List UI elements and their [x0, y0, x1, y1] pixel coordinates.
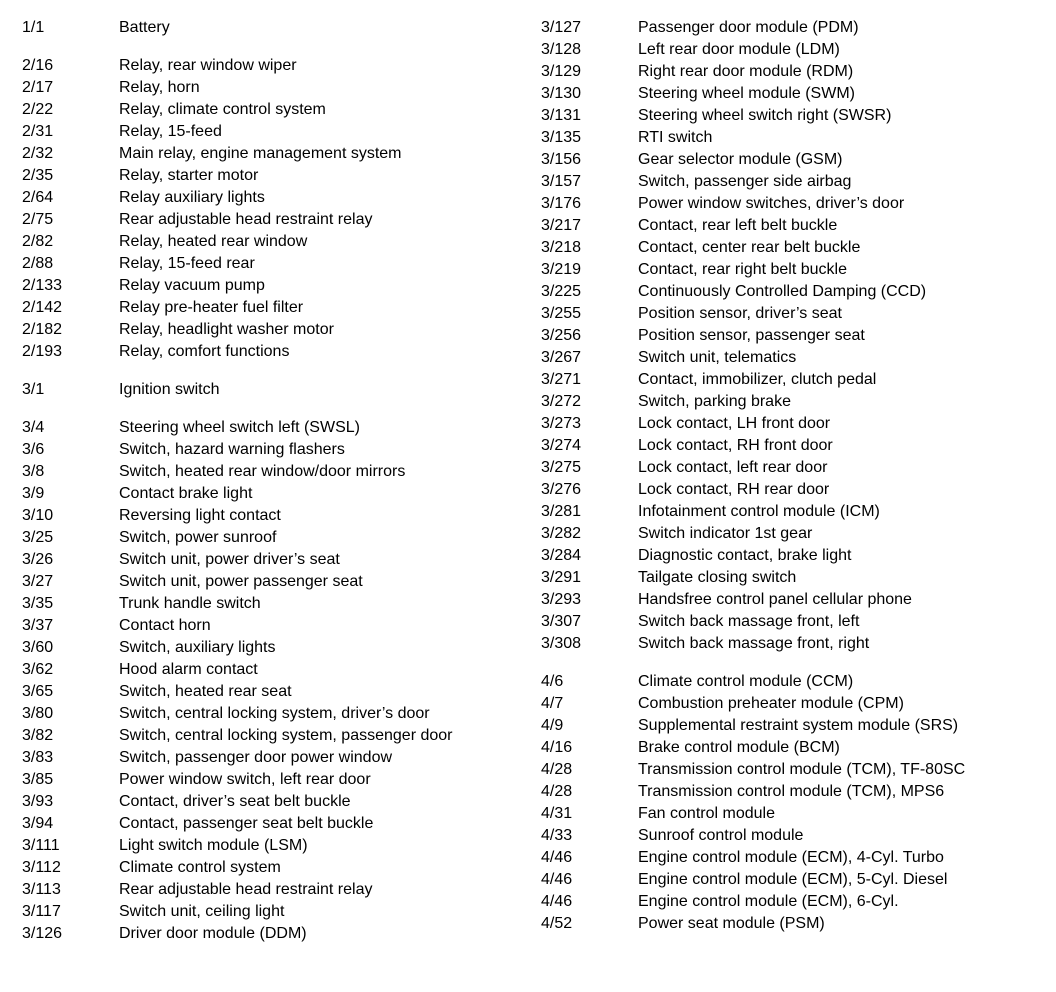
component-row: [22, 571, 522, 593]
component-row: [541, 435, 1041, 457]
component-description: Switch, passenger side airbag: [638, 173, 852, 190]
component-description: Lock contact, LH front door: [638, 415, 831, 432]
component-row: [22, 121, 522, 143]
component-code: 3/281: [541, 503, 582, 520]
component-code: 3/83: [22, 749, 54, 766]
component-description: Lock contact, left rear door: [638, 459, 828, 476]
component-code: 4/46: [541, 893, 573, 910]
component-row: [22, 439, 522, 461]
component-code: 3/117: [22, 903, 61, 920]
component-code: 3/85: [22, 771, 54, 788]
component-row: [22, 923, 522, 945]
component-code: 3/35: [22, 595, 54, 612]
component-description: Diagnostic contact, brake light: [638, 547, 852, 564]
component-row: [22, 769, 522, 791]
component-row: [22, 659, 522, 681]
component-code: 2/133: [22, 277, 63, 294]
component-code: 3/219: [541, 261, 582, 278]
component-row: [22, 165, 522, 187]
component-description: Climate control module (CCM): [638, 673, 854, 690]
component-row: [541, 259, 1041, 281]
component-code: 3/94: [22, 815, 54, 832]
component-code: 3/307: [541, 613, 582, 630]
component-description: Power window switches, driver’s door: [638, 195, 905, 212]
component-row: [22, 231, 522, 253]
component-description: Switch, parking brake: [638, 393, 791, 410]
component-code: 2/32: [22, 145, 54, 162]
component-description: Climate control system: [119, 859, 281, 876]
component-row: [541, 847, 1041, 869]
component-row: [22, 319, 522, 341]
component-row: [541, 715, 1041, 737]
component-code: 2/16: [22, 57, 54, 74]
component-description: Switch, power sunroof: [119, 529, 277, 546]
component-code: 4/31: [541, 805, 573, 822]
component-description: Relay, 15-feed: [119, 123, 222, 140]
component-description: Hood alarm contact: [119, 661, 258, 678]
component-row: [541, 61, 1041, 83]
component-description: Brake control module (BCM): [638, 739, 840, 756]
component-row: [541, 913, 1041, 935]
component-row: [541, 759, 1041, 781]
component-description: Fan control module: [638, 805, 775, 822]
component-description: Switch, passenger door power window: [119, 749, 393, 766]
component-code: 3/267: [541, 349, 582, 366]
component-row: [22, 275, 522, 297]
component-description: Power window switch, left rear door: [119, 771, 371, 788]
component-row: [541, 457, 1041, 479]
component-description: Switch unit, power passenger seat: [119, 573, 363, 590]
component-description: Transmission control module (TCM), TF-80SC: [638, 761, 966, 778]
component-row: [541, 825, 1041, 847]
component-row: [541, 545, 1041, 567]
component-row: [22, 505, 522, 527]
component-description: Continuously Controlled Damping (CCD): [638, 283, 927, 300]
component-code: 3/255: [541, 305, 582, 322]
component-code: 3/65: [22, 683, 54, 700]
component-code: 3/111: [22, 837, 60, 854]
component-description: Switch, hazard warning flashers: [119, 441, 345, 458]
component-row: [22, 209, 522, 231]
component-row: [22, 55, 522, 77]
component-row: [22, 417, 522, 439]
component-row: [22, 835, 522, 857]
component-row: [22, 879, 522, 901]
component-description: Engine control module (ECM), 4-Cyl. Turbo: [638, 849, 944, 866]
component-row: [22, 187, 522, 209]
component-description: Main relay, engine management system: [119, 145, 402, 162]
component-row: [541, 215, 1041, 237]
component-code: 2/142: [22, 299, 63, 316]
component-description: Switch, central locking system, passenger door: [119, 727, 453, 744]
component-code: 2/182: [22, 321, 63, 338]
component-description: Switch, heated rear window/door mirrors: [119, 463, 406, 480]
component-code: 4/33: [541, 827, 573, 844]
component-code: 1/1: [22, 19, 45, 36]
component-code: 3/27: [22, 573, 54, 590]
component-code: 3/275: [541, 459, 582, 476]
component-row: [541, 567, 1041, 589]
component-description: Position sensor, driver’s seat: [638, 305, 842, 322]
component-code: 4/52: [541, 915, 573, 932]
component-code: 3/129: [541, 63, 582, 80]
component-row: [541, 611, 1041, 633]
component-description: Steering wheel module (SWM): [638, 85, 855, 102]
component-description: Relay, 15-feed rear: [119, 255, 255, 272]
component-row: [22, 857, 522, 879]
component-row: [541, 127, 1041, 149]
component-code: 2/82: [22, 233, 54, 250]
component-description: Position sensor, passenger seat: [638, 327, 865, 344]
component-row: [22, 747, 522, 769]
component-row: [22, 593, 522, 615]
component-row: [541, 737, 1041, 759]
component-row: [541, 347, 1041, 369]
component-description: Combustion preheater module (CPM): [638, 695, 904, 712]
component-code: 3/156: [541, 151, 582, 168]
component-description: Transmission control module (TCM), MPS6: [638, 783, 945, 800]
component-row: [541, 325, 1041, 347]
component-code: 2/64: [22, 189, 54, 206]
component-description: Contact horn: [119, 617, 211, 634]
component-row: [541, 633, 1041, 655]
component-row: [541, 149, 1041, 171]
component-code: 3/126: [22, 925, 63, 942]
component-code: 4/46: [541, 871, 573, 888]
component-code: 3/176: [541, 195, 582, 212]
component-code: 3/62: [22, 661, 54, 678]
component-description: Relay, climate control system: [119, 101, 326, 118]
component-row: [541, 83, 1041, 105]
component-row: [541, 523, 1041, 545]
component-description: Passenger door module (PDM): [638, 19, 859, 36]
component-code: 3/113: [22, 881, 61, 898]
component-description: Switch, heated rear seat: [119, 683, 292, 700]
component-row: [541, 501, 1041, 523]
component-row: [22, 143, 522, 165]
component-code: 3/127: [541, 19, 582, 36]
component-description: Contact, driver’s seat belt buckle: [119, 793, 351, 810]
component-row: [541, 803, 1041, 825]
component-code: 4/7: [541, 695, 564, 712]
component-description: Light switch module (LSM): [119, 837, 308, 854]
component-row: [541, 869, 1041, 891]
component-description: Sunroof control module: [638, 827, 804, 844]
component-description: Contact, rear left belt buckle: [638, 217, 838, 234]
component-code: 3/217: [541, 217, 582, 234]
component-row: [541, 891, 1041, 913]
component-description: Relay, comfort functions: [119, 343, 290, 360]
component-row: [22, 483, 522, 505]
component-description: Relay, heated rear window: [119, 233, 308, 250]
component-code: 3/291: [541, 569, 582, 586]
component-code: 3/112: [22, 859, 61, 876]
component-code: 3/271: [541, 371, 582, 388]
component-row: [541, 193, 1041, 215]
component-code: 2/35: [22, 167, 54, 184]
component-description: Relay auxiliary lights: [119, 189, 265, 206]
component-code: 4/46: [541, 849, 573, 866]
component-description: Switch unit, power driver’s seat: [119, 551, 340, 568]
component-description: Reversing light contact: [119, 507, 281, 524]
component-code: 4/9: [541, 717, 564, 734]
component-description: Lock contact, RH front door: [638, 437, 833, 454]
component-row: [541, 413, 1041, 435]
component-description: Switch back massage front, right: [638, 635, 870, 652]
component-code: 2/31: [22, 123, 54, 140]
component-row: [541, 391, 1041, 413]
component-code: 3/1: [22, 381, 45, 398]
component-description: Battery: [119, 19, 170, 36]
component-code: 3/37: [22, 617, 54, 634]
component-description: Steering wheel switch right (SWSR): [638, 107, 892, 124]
component-row: [541, 589, 1041, 611]
component-code: 3/157: [541, 173, 582, 190]
component-description: Rear adjustable head restraint relay: [119, 211, 373, 228]
component-row: [541, 281, 1041, 303]
component-code: 3/284: [541, 547, 582, 564]
component-description: Power seat module (PSM): [638, 915, 825, 932]
component-description: Relay pre-heater fuel filter: [119, 299, 304, 316]
component-description: Contact, passenger seat belt buckle: [119, 815, 374, 832]
component-description: Relay, rear window wiper: [119, 57, 297, 74]
component-description: Switch unit, telematics: [638, 349, 797, 366]
component-description: Contact brake light: [119, 485, 253, 502]
component-row: [22, 461, 522, 483]
component-code: 4/6: [541, 673, 564, 690]
component-code: 3/80: [22, 705, 54, 722]
component-row: [541, 479, 1041, 501]
component-description: Handsfree control panel cellular phone: [638, 591, 912, 608]
component-description: Switch indicator 1st gear: [638, 525, 813, 542]
component-description: Engine control module (ECM), 5-Cyl. Diesel: [638, 871, 948, 888]
component-row: [22, 549, 522, 571]
component-code: 3/128: [541, 41, 582, 58]
component-code: 3/25: [22, 529, 54, 546]
component-description: Right rear door module (RDM): [638, 63, 854, 80]
component-list-left-column: [22, 17, 522, 945]
component-row: [22, 297, 522, 319]
component-row: [541, 237, 1041, 259]
component-description: Infotainment control module (ICM): [638, 503, 880, 520]
component-description: Rear adjustable head restraint relay: [119, 881, 373, 898]
component-description: RTI switch: [638, 129, 713, 146]
component-code: 3/9: [22, 485, 45, 502]
component-code: 3/308: [541, 635, 582, 652]
component-code: 3/8: [22, 463, 45, 480]
component-row: [22, 615, 522, 637]
component-row: [22, 253, 522, 275]
component-code: 3/274: [541, 437, 582, 454]
component-row: [22, 725, 522, 747]
component-row: [541, 303, 1041, 325]
component-code: 3/6: [22, 441, 45, 458]
component-code: 3/60: [22, 639, 54, 656]
component-description: Lock contact, RH rear door: [638, 481, 830, 498]
component-description: Gear selector module (GSM): [638, 151, 843, 168]
component-code: 2/193: [22, 343, 63, 360]
component-code: 2/17: [22, 79, 54, 96]
component-code: 3/272: [541, 393, 582, 410]
component-code: 3/225: [541, 283, 582, 300]
component-code: 3/93: [22, 793, 54, 810]
component-row: [541, 171, 1041, 193]
component-row: [541, 39, 1041, 61]
component-description: Left rear door module (LDM): [638, 41, 840, 58]
component-code: 2/22: [22, 101, 54, 118]
component-description: Switch back massage front, left: [638, 613, 860, 630]
component-row: [22, 379, 522, 401]
component-description: Relay vacuum pump: [119, 277, 265, 294]
component-row: [541, 369, 1041, 391]
component-description: Supplemental restraint system module (SRS): [638, 717, 959, 734]
component-row: [541, 671, 1041, 693]
component-row: [22, 901, 522, 923]
component-description: Trunk handle switch: [119, 595, 261, 612]
component-description: Contact, immobilizer, clutch pedal: [638, 371, 877, 388]
component-list-right-column: [541, 17, 1041, 935]
component-code: 3/26: [22, 551, 54, 568]
component-row: [541, 105, 1041, 127]
component-description: Relay, horn: [119, 79, 200, 96]
component-description: Contact, rear right belt buckle: [638, 261, 847, 278]
component-code: 4/28: [541, 761, 573, 778]
component-code: 2/75: [22, 211, 54, 228]
component-row: [22, 341, 522, 363]
component-description: Switch unit, ceiling light: [119, 903, 285, 920]
component-code: 3/135: [541, 129, 582, 146]
component-code: 3/282: [541, 525, 582, 542]
component-code: 3/131: [541, 107, 582, 124]
component-code: 3/82: [22, 727, 54, 744]
component-description: Switch, auxiliary lights: [119, 639, 276, 656]
component-description: Switch, central locking system, driver’s door: [119, 705, 430, 722]
component-code: 2/88: [22, 255, 54, 272]
component-row: [22, 703, 522, 725]
component-description: Steering wheel switch left (SWSL): [119, 419, 360, 436]
component-row: [22, 791, 522, 813]
component-row: [22, 813, 522, 835]
component-row: [22, 77, 522, 99]
component-row: [22, 637, 522, 659]
component-code: 3/276: [541, 481, 582, 498]
component-code: 3/218: [541, 239, 582, 256]
component-code: 3/130: [541, 85, 582, 102]
component-description: Driver door module (DDM): [119, 925, 307, 942]
component-description: Relay, headlight washer motor: [119, 321, 334, 338]
component-row: [541, 693, 1041, 715]
component-row: [22, 527, 522, 549]
component-description: Contact, center rear belt buckle: [638, 239, 861, 256]
component-description: Ignition switch: [119, 381, 220, 398]
component-code: 3/256: [541, 327, 582, 344]
component-row: [22, 681, 522, 703]
component-code: 4/16: [541, 739, 573, 756]
component-code: 3/4: [22, 419, 45, 436]
component-description: Engine control module (ECM), 6-Cyl.: [638, 893, 899, 910]
component-row: [541, 17, 1041, 39]
component-description: Relay, starter motor: [119, 167, 259, 184]
component-code: 3/293: [541, 591, 582, 608]
component-code: 3/273: [541, 415, 582, 432]
component-code: 4/28: [541, 783, 573, 800]
component-code: 3/10: [22, 507, 54, 524]
component-row: [22, 17, 522, 39]
component-row: [541, 781, 1041, 803]
component-description: Tailgate closing switch: [638, 569, 797, 586]
component-row: [22, 99, 522, 121]
